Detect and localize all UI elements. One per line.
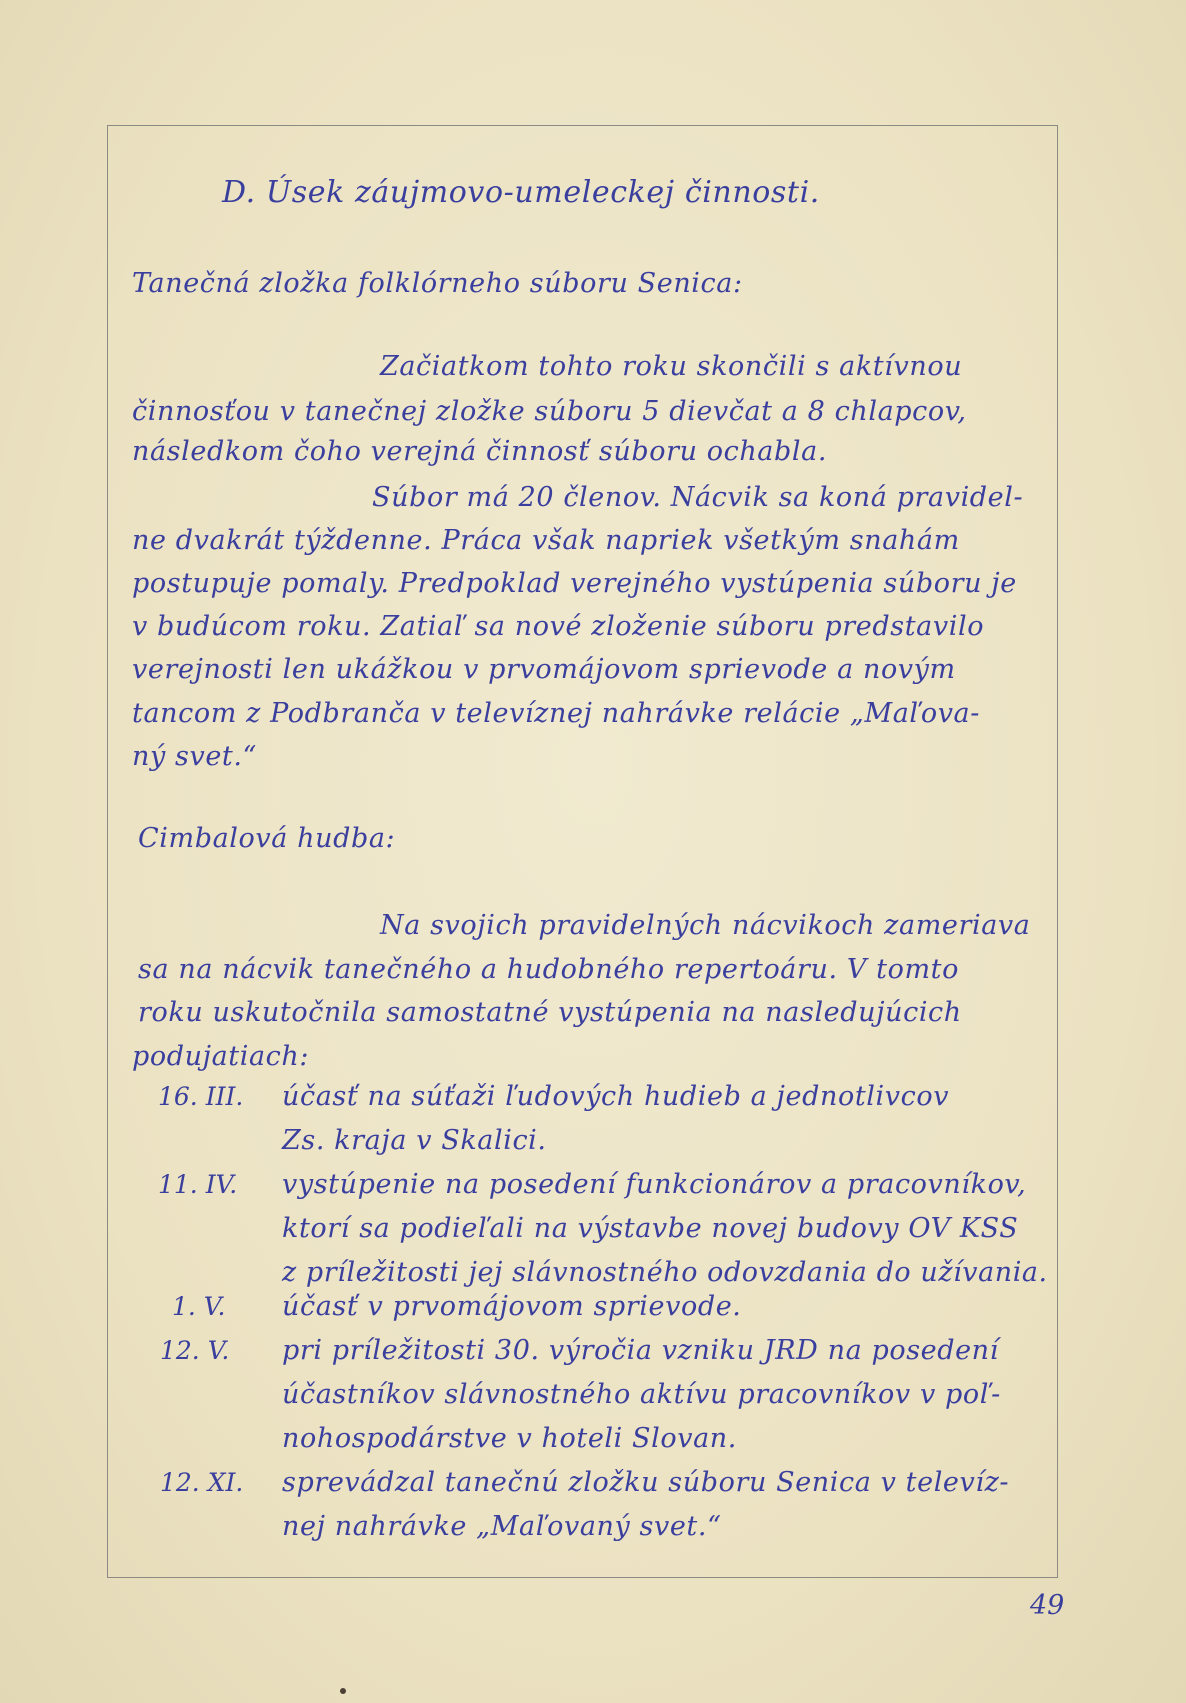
dance-section-title: Tanečná zložka folklórneho súboru Senica:: [132, 268, 743, 299]
event-line: vystúpenie na posedení funkcionárov a pracovníkov,: [282, 1169, 1027, 1200]
event-line: z príležitosti jej slávnostného odovzdania do užívania.: [282, 1257, 1048, 1288]
dance-paragraph-line: následkom čoho verejná činnosť súboru ochabla.: [132, 436, 828, 467]
dance-paragraph-line: Začiatkom tohto roku skončili s aktívnou: [380, 351, 963, 382]
event-line: nohospodárstve v hoteli Slovan.: [282, 1423, 737, 1454]
event-line: účasť na súťaži ľudových hudieb a jednotlivcov: [282, 1081, 950, 1112]
cimbalom-section-title: Cimbalová hudba:: [138, 823, 396, 854]
cimbalom-paragraph-line: podujatiach:: [132, 1041, 310, 1072]
event-date: 11. IV.: [158, 1170, 238, 1199]
event-line: účasť v prvomájovom sprievode.: [282, 1291, 742, 1322]
dance-paragraph-line: postupuje pomaly. Predpoklad verejného vystúpenia súboru je: [132, 568, 1017, 599]
event-line: ktorí sa podieľali na výstavbe novej budovy OV KSS: [282, 1213, 1019, 1244]
dance-paragraph-line: Súbor má 20 členov. Nácvik sa koná pravidel-: [372, 482, 1024, 513]
event-date: 12. XI.: [160, 1468, 244, 1497]
event-line: pri príležitosti 30. výročia vzniku JRD na posedení: [282, 1335, 999, 1366]
cimbalom-paragraph-line: roku uskutočnila samostatné vystúpenia na nasledujúcich: [138, 997, 962, 1028]
dance-paragraph-line: činnosťou v tanečnej zložke súboru 5 dievčat a 8 chlapcov,: [132, 396, 967, 427]
event-line: Zs. kraja v Skalici.: [282, 1125, 547, 1156]
event-date: 16. III.: [158, 1082, 244, 1111]
section-heading: D. Úsek záujmovo-umeleckej činnosti.: [222, 175, 820, 210]
dance-paragraph-line: ne dvakrát týždenne. Práca však napriek všetkým snahám: [132, 525, 960, 556]
page-number: 49: [1030, 1590, 1065, 1621]
ink-dot: [340, 1688, 346, 1694]
dance-paragraph-line: ný svet.“: [132, 741, 257, 772]
event-line: sprevádzal tanečnú zložku súboru Senica v televíz-: [282, 1467, 1010, 1498]
dance-paragraph-line: v budúcom roku. Zatiaľ sa nové zloženie súboru predstavilo: [132, 611, 985, 642]
event-line: účastníkov slávnostného aktívu pracovníkov v poľ-: [282, 1379, 1001, 1410]
cimbalom-paragraph-line: Na svojich pravidelných nácvikoch zameriava: [380, 910, 1031, 941]
event-line: nej nahrávke „Maľovaný svet.“: [282, 1511, 722, 1542]
event-date: 1. V.: [172, 1292, 226, 1321]
cimbalom-paragraph-line: sa na nácvik tanečného a hudobného repertoáru. V tomto: [138, 954, 959, 985]
dance-paragraph-line: verejnosti len ukážkou v prvomájovom sprievode a novým: [132, 654, 956, 685]
dance-paragraph-line: tancom z Podbranča v televíznej nahrávke relácie „Maľova-: [132, 698, 980, 729]
event-date: 12. V.: [160, 1336, 230, 1365]
